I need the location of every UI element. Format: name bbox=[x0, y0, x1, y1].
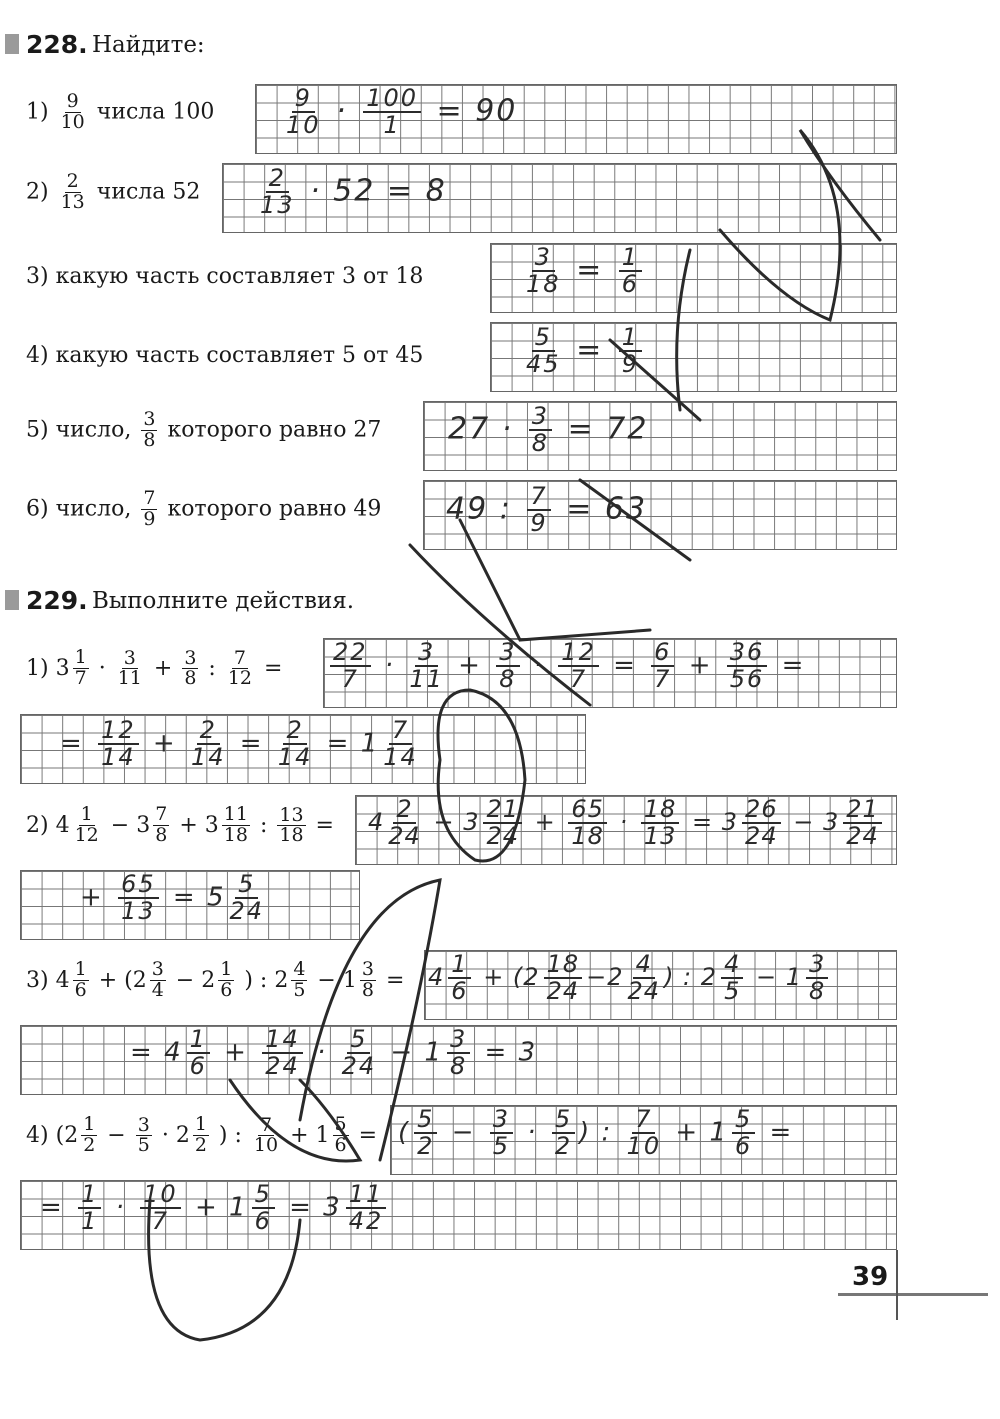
page-number-divider-horizontal bbox=[838, 1293, 988, 1296]
handwritten-answer: $\frac{9}{10}$ · $\frac{100}{1}$ = 90 bbox=[286, 84, 518, 140]
task-228-item-5: 5) число, $\frac{3}{8}$ которого равно 27 bbox=[26, 408, 382, 451]
task-229-expression-1: 1) 3 $\frac{1}{7}$ · $\frac{3}{11}$ + $\frac{3}{8}$ : $\frac{7}{12}$ = bbox=[26, 646, 283, 690]
task-marker bbox=[5, 590, 19, 610]
handwritten-line-2: = $\frac{12}{14}$ + $\frac{2}{14}$ = $\frac{2}{14}$ = 1 $\frac{7}{14}$ bbox=[60, 716, 418, 772]
task-228-number: 228. bbox=[26, 30, 88, 59]
task-228-title: Найдите: bbox=[92, 32, 205, 58]
handwritten-line-3: 4 $\frac{2}{24}$ − 3 $\frac{21}{24}$ + $\frac{65}{18}$ · $\frac{18}{13}$ = 3 $\frac{26}{24}$ − 3 $\frac{21}{24}$ bbox=[368, 797, 886, 849]
handwritten-line-6: = 4 $\frac{1}{6}$ + $\frac{14}{24}$ · $\frac{5}{24}$ − 1 $\frac{3}{8}$ = 3 bbox=[130, 1025, 538, 1081]
handwritten-answer: $\frac{5}{45}$ = $\frac{1}{9}$ bbox=[522, 325, 646, 377]
fraction: $\frac{3}{8}$ bbox=[143, 408, 156, 451]
fraction: $\frac{2}{13}$ bbox=[60, 170, 85, 213]
task-228-item-6: 6) число, $\frac{7}{9}$ которого равно 49 bbox=[26, 487, 382, 530]
task-229-number: 229. bbox=[26, 586, 88, 615]
handwritten-answer: 49 : $\frac{7}{9}$ = 63 bbox=[446, 482, 648, 538]
task-229-title: Выполните действия. bbox=[92, 588, 355, 614]
task-229-expression-3: 3) 4 $\frac{1}{6}$ + ( 2 $\frac{3}{4}$ − 2 $\frac{1}{6}$ ) : 2 $\frac{4}{5}$ − 1 $\frac{3}{8}$ = bbox=[26, 958, 405, 1001]
page-number-divider-vertical bbox=[896, 1250, 898, 1320]
task-229-expression-2: 2) 4 $\frac{1}{12}$ − 3 $\frac{7}{8}$ + 3 $\frac{11}{18}$ : $\frac{13}{18}$ = bbox=[26, 803, 334, 847]
task-228-item-3: 3) какую часть составляет 3 от 18 bbox=[26, 264, 424, 289]
fraction: $\frac{9}{10}$ bbox=[60, 90, 85, 133]
task-marker bbox=[5, 34, 19, 54]
task-229-expression-4: 4) ( 2 $\frac{1}{2}$ − $\frac{3}{5}$ · 2 $\frac{1}{2}$ ) : $\frac{7}{10}$ + 1 $\frac{5}{6}$ = bbox=[26, 1113, 378, 1157]
handwritten-line-4: + $\frac{65}{13}$ = 5 $\frac{5}{24}$ bbox=[80, 870, 265, 926]
handwritten-line-7: ( $\frac{5}{2}$ − $\frac{3}{5}$ · $\frac{5}{2}$ ) : $\frac{7}{10}$ + 1 $\frac{5}{6}$ = bbox=[398, 1105, 794, 1161]
handwritten-answer: 27 · $\frac{3}{8}$ = 72 bbox=[448, 402, 649, 458]
handwritten-line-5: 4 $\frac{1}{6}$ + (2 $\frac{18}{24}$ −2 $\frac{4}{24}$ ) : 2 $\frac{4}{5}$ − 1 $\frac{3}{8}$ bbox=[428, 952, 832, 1004]
handwritten-line-8: = $\frac{1}{1}$ · $\frac{10}{7}$ + 1 $\frac{5}{6}$ = 3 $\frac{11}{42}$ bbox=[40, 1182, 390, 1234]
task-228-item-4: 4) какую часть составляет 5 от 45 bbox=[26, 343, 424, 368]
handwritten-line-1: $\frac{22}{7}$ · $\frac{3}{11}$ + $\frac{3}{8}$ · $\frac{12}{7}$ = $\frac{6}{7}$ + $\frac{36}{56}$ = bbox=[326, 640, 805, 692]
handwritten-answer: $\frac{2}{13}$ · 52 = 8 bbox=[260, 164, 447, 220]
fraction: $\frac{7}{9}$ bbox=[143, 487, 156, 530]
task-228-item-2: 2) $\frac{2}{13}$ числа 52 bbox=[26, 170, 201, 213]
task-228-item-1: 1) $\frac{9}{10}$ числа 100 bbox=[26, 90, 215, 133]
page-number: 39 bbox=[852, 1262, 889, 1292]
handwritten-answer: $\frac{3}{18}$ = $\frac{1}{6}$ bbox=[522, 245, 646, 297]
